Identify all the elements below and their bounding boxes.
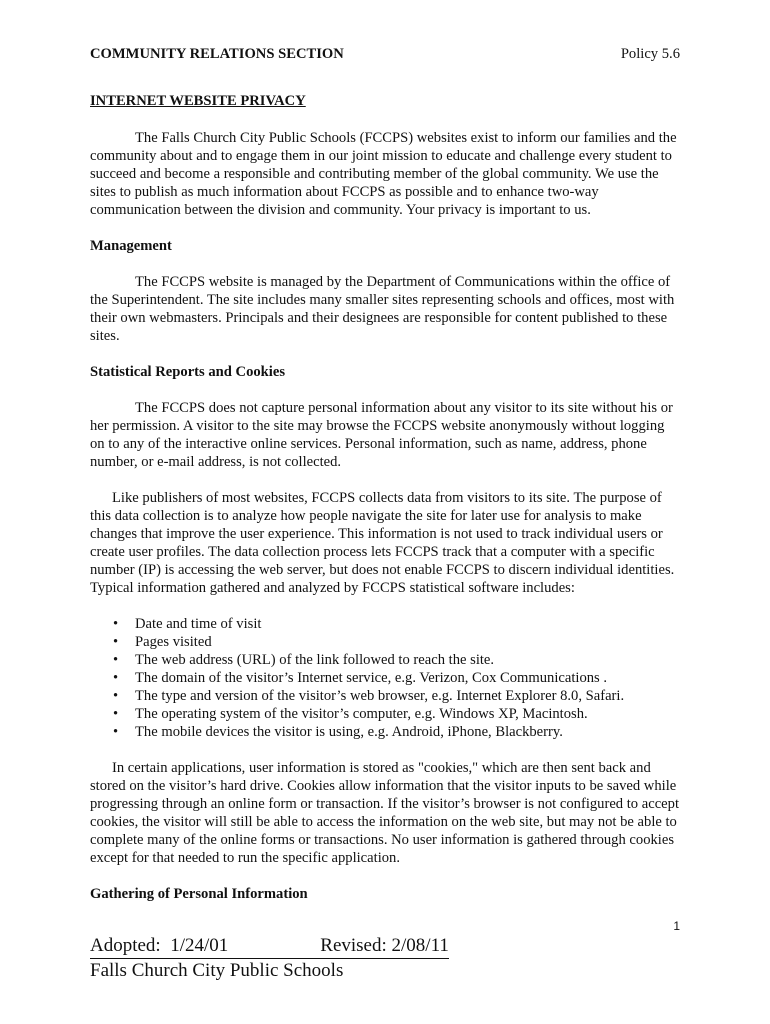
bullet-icon: • bbox=[113, 652, 119, 668]
management-heading: Management bbox=[90, 238, 172, 254]
bullet-icon: • bbox=[113, 724, 119, 740]
policy-number: Policy 5.6 bbox=[620, 46, 680, 62]
management-paragraph: The FCCPS website is managed by the Department of Communications within the office of the Superintendent. The site includes many smaller sites representing schools and offices, most with their own webmasters. Principals and their designees are responsible for content published to these sites. bbox=[90, 274, 675, 344]
bullet-icon: • bbox=[113, 616, 119, 632]
adopted-date: Adopted: 1/24/01 bbox=[90, 935, 229, 956]
list-item: • The type and version of the visitor’s web browser, e.g. Internet Explorer 8.0, Safari. bbox=[113, 688, 625, 704]
list-item: • Date and time of visit bbox=[113, 616, 262, 632]
statistical-paragraph-2: Like publishers of most websites, FCCPS collects data from visitors to its site. The purpose of this data collection is to analyze how people navigate the site for later use for analysis to make changes that improve the user experience. This information is not used to track individual users or create user profiles. The data collection process lets FCCPS track that a computer with a specific number (IP) is accessing the web server, but does not enable FCCPS to discern individual identities. Typical information gathered and analyzed by FCCPS statistical software includes: bbox=[90, 490, 675, 596]
list-item: • The domain of the visitor’s Internet service, e.g. Verizon, Cox Communications . bbox=[113, 670, 608, 686]
cookies-paragraph: In certain applications, user information is stored as "cookies," which are then sent back and stored on the visitor’s hard drive. Cookies allow information that the visitor inputs to be saved while progressing through an online form or transaction. If the visitor’s browser is not configured to accept cookies, the visitor will still be able to access the information on the web site, but may not be able to complete many of the online forms or transactions. No user information is gathered through cookies except for that needed to run the specific application. bbox=[90, 760, 680, 866]
bullet-icon: • bbox=[113, 706, 119, 722]
collected-data-list bbox=[90, 615, 680, 741]
revised-date: Revised: 2/08/11 bbox=[320, 935, 449, 956]
list-item: • The mobile devices the visitor is using, e.g. Android, iPhone, Blackberry. bbox=[113, 724, 563, 740]
page-header bbox=[90, 46, 680, 63]
bullet-icon: • bbox=[113, 688, 119, 704]
gathering-heading: Gathering of Personal Information bbox=[90, 886, 308, 902]
document-title: INTERNET WEBSITE PRIVACY bbox=[90, 93, 306, 109]
statistical-heading: Statistical Reports and Cookies bbox=[90, 364, 285, 380]
page-footer bbox=[90, 934, 449, 983]
section-heading: COMMUNITY RELATIONS SECTION bbox=[90, 46, 344, 62]
footer-dates bbox=[90, 934, 449, 959]
statistical-paragraph-1: The FCCPS does not capture personal information about any visitor to its site without his or her permission. A visitor to the site may browse the FCCPS website anonymously without logging on to any of the interactive online services. Personal information, such as name, address, phone number, or e-mail address, is not collected. bbox=[90, 400, 673, 470]
document-body bbox=[90, 129, 680, 921]
intro-paragraph: The Falls Church City Public Schools (FCCPS) websites exist to inform our families and the community about and to engage them in our joint mission to educate and challenge every student to succeed and become a responsible and contributing member of the global community. We use the sites to publish as much information about FCCPS as possible and to enhance two-way communication between the division and community. Your privacy is important to us. bbox=[90, 130, 677, 218]
page-number: 1 bbox=[673, 919, 680, 933]
bullet-icon: • bbox=[113, 670, 119, 686]
list-item: • The operating system of the visitor’s computer, e.g. Windows XP, Macintosh. bbox=[113, 706, 588, 722]
list-item: • Pages visited bbox=[113, 634, 212, 650]
bullet-icon: • bbox=[113, 634, 119, 650]
footer-organization: Falls Church City Public Schools bbox=[90, 960, 344, 981]
list-item: • The web address (URL) of the link followed to reach the site. bbox=[113, 652, 495, 668]
